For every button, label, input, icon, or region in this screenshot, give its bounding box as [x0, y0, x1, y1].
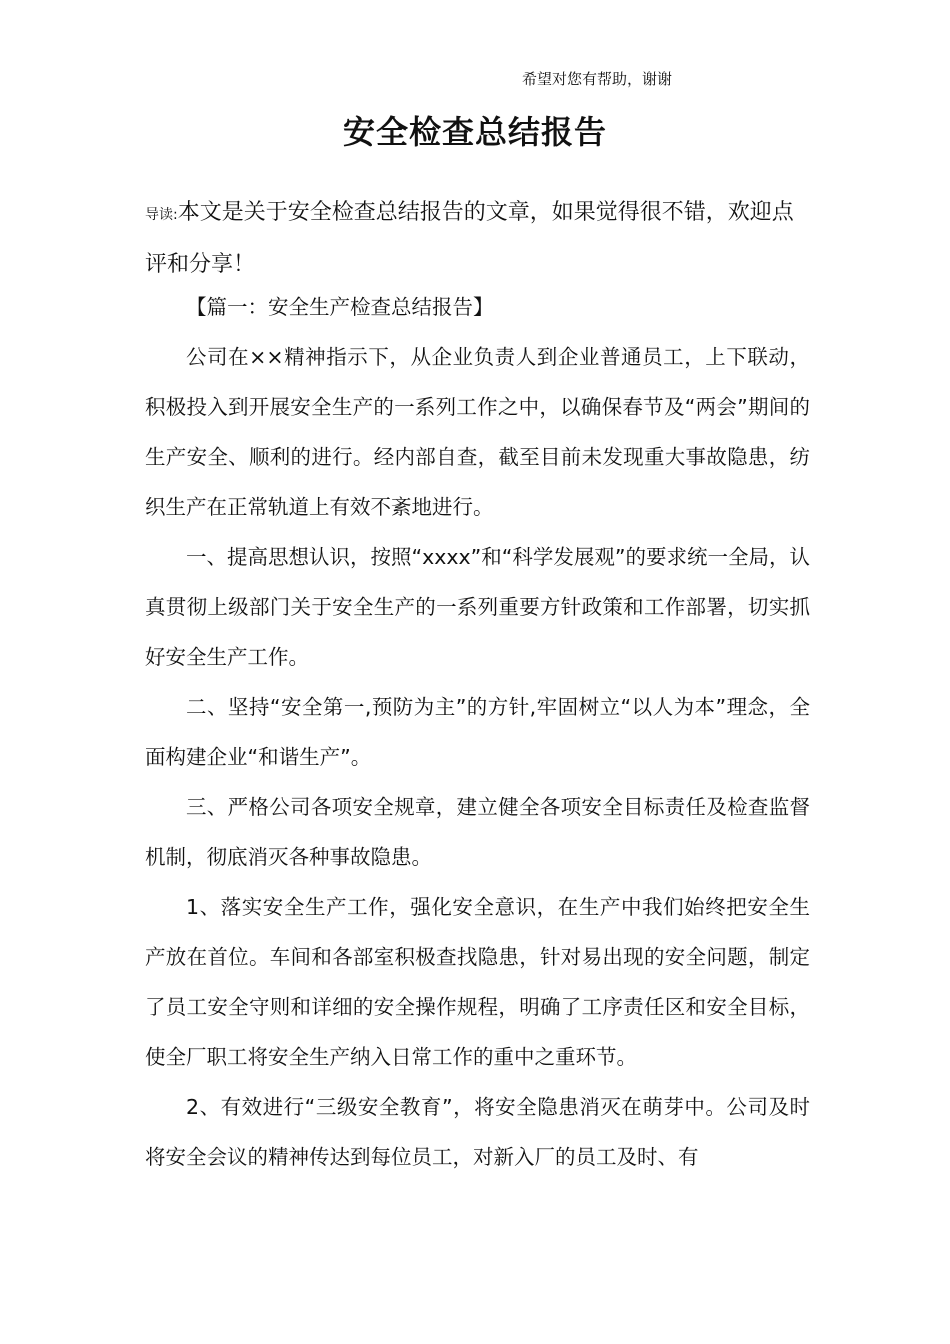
intro-paragraph [145, 188, 810, 290]
intro-label: 导读: [145, 207, 178, 223]
document-body [145, 282, 810, 1182]
body-paragraph: 2、有效进行“三级安全教育”，将安全隐患消灭在萌芽中。公司及时将安全会议的精神传达到每位员工，对新入厂的员工及时、有 [145, 1095, 810, 1169]
body-paragraph: 公司在××精神指示下，从企业负责人到企业普通员工，上下联动，积极投入到开展安全生产的一系列工作之中，以确保春节及“两会”期间的生产安全、顺利的进行。经内部自查，截至目前未发现重大事故隐患，纺织生产在正常轨道上有效不紊地进行。 [145, 345, 810, 519]
body-paragraph: 三、严格公司各项安全规章，建立健全各项安全目标责任及检查监督机制，彻底消灭各种事故隐患。 [145, 795, 810, 869]
body-paragraph: 1、落实安全生产工作，强化安全意识，在生产中我们始终把安全生产放在首位。车间和各部室积极查找隐患，针对易出现的安全问题，制定了员工安全守则和详细的安全操作规程，明确了工序责任区和安全目标，使全厂职工将安全生产纳入日常工作的重中之重环节。 [145, 895, 810, 1069]
header-note: 希望对您有帮助，谢谢 [522, 70, 673, 88]
body-paragraph: 二、坚持“安全第一,预防为主”的方针,牢固树立“以人为本”理念，全面构建企业“和谐生产”。 [145, 695, 810, 769]
section-heading: 【篇一：安全生产检查总结报告】 [186, 295, 494, 319]
intro-text: 本文是关于安全检查总结报告的文章，如果觉得很不错，欢迎点评和分享！ [145, 200, 794, 277]
document-title: 安全检查总结报告 [342, 113, 607, 151]
body-paragraph: 一、提高思想认识，按照“xxxx”和“科学发展观”的要求统一全局，认真贯彻上级部门关于安全生产的一系列重要方针政策和工作部署，切实抓好安全生产工作。 [145, 545, 811, 669]
